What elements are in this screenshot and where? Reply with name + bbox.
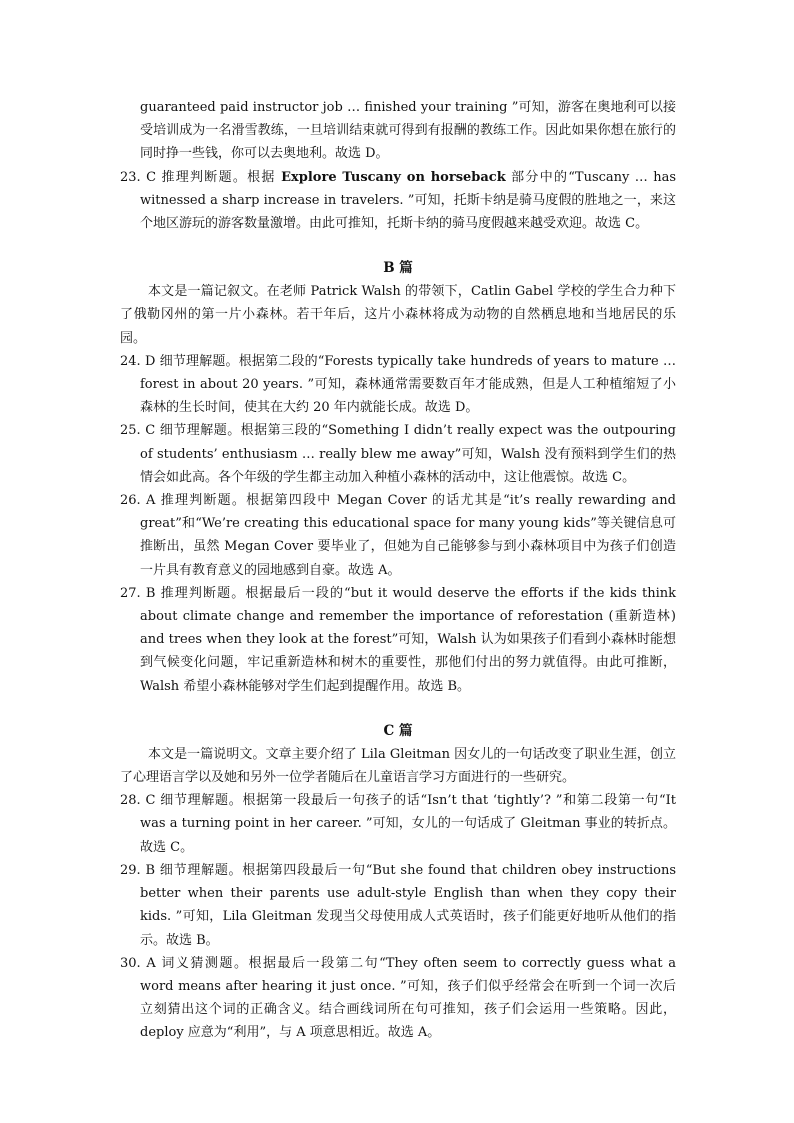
section-b-intro: 本文是一篇记叙文。在老师 Patrick Walsh 的带领下，Catlin Gabel 学校的学生合力种下了俄勒冈州的第一片小森林。若干年后，这片小森林将成为动物的自然栖息地和当地居民的乐园。 bbox=[120, 284, 676, 346]
answer-30: 30. A 词义猜测题。根据最后一段第二句“They often seem to correctly guess what a word means after hearing it just once. ”可知，孩子们似乎经常会在听到一个词一次后立刻猜出这个词的正确含义。结合画线词所在句可推知，孩子们会运用一些策略。因此，deploy 应意为“利用”，与 A 项意思相近。故选 A。 bbox=[120, 955, 676, 1041]
section-b-title: B 篇 bbox=[383, 260, 413, 277]
answer-27: 27. B 推理判断题。根据最后一段的“but it would deserve the efforts if the kids think about climate change and remember the importance of reforestation (重新造林) and trees when they look at the forest”可知，Walsh 认为如果孩子们看到小森林时能想到气候变化问题，牢记重新造林和树木的重要性，那他们付出的努力就值得。由此可推断，Walsh 希望小森林能够对学生们起到提醒作用。故选 B。 bbox=[120, 585, 676, 694]
answer-23-rest: 部分中的“Tuscany … has witnessed a sharp increase in travelers. ”可知，托斯卡纳是骑马度假的胜地之一，来这个地区游玩的游客数量激增。由此可推知，托斯卡纳的骑马度假越来越受欢迎。故选 C。 bbox=[140, 169, 676, 232]
answer-23 bbox=[120, 166, 676, 236]
answer-25: 25. C 细节理解题。根据第三段的“Something I didn’t really expect was the outpouring of students’ enthusiasm … really blew me away”可知，Walsh 没有预料到学生们的热情会如此高。各个年级的学生都主动加入种植小森林的活动中，这让他震惊。故选 C。 bbox=[120, 423, 676, 485]
answer-explanation-page bbox=[120, 96, 676, 1045]
answer-24: 24. D 细节理解题。根据第二段的“Forests typically take hundreds of years to mature … forest in about 20 years. ”可知，森林通常需要数百年才能成熟，但是人工种植缩短了小森林的生长时间，使其在大约 20 年内就能长成。故选 D。 bbox=[120, 353, 676, 416]
section-c-intro: 本文是一篇说明文。文章主要介绍了 Lila Gleitman 因女儿的一句话改变了职业生涯，创立了心理语言学以及她和另外一位学者随后在儿童语言学习方面进行的一些研究。 bbox=[120, 746, 676, 786]
section-c-title: C 篇 bbox=[383, 722, 413, 739]
continuation-paragraph: guaranteed paid instructor job … finished your training ”可知，游客在奥地利可以接受培训成为一名滑雪教练，一旦培训结束就可得到有报酬的教练工作。因此如果你想在旅行的同时挣一些钱，你可以去奥地利。故选 D。 bbox=[140, 100, 676, 162]
answer-28: 28. C 细节理解题。根据第一段最后一句孩子的话“Isn’t that ‘tightly’? ”和第二段第一句“It was a turning point in her career. ”可知，女儿的一句话成了 Gleitman 事业的转折点。故选 C。 bbox=[120, 793, 676, 855]
answer-23-lead: 23. C 推理判断题。根据 bbox=[120, 169, 282, 185]
answer-29: 29. B 细节理解题。根据第四段最后一句“But she found that children obey instructions better when their parents use adult-style English than when they copy their kids. ”可知，Lila Gleitman 发现当父母使用成人式英语时，孩子们能更好地听从他们的指示。故选 B。 bbox=[120, 862, 676, 948]
answer-23-bold-heading: Explore Tuscany on horseback bbox=[281, 169, 506, 185]
answer-26: 26. A 推理判断题。根据第四段中 Megan Cover 的话尤其是“it’s really rewarding and great”和“We’re creating this educational space for many young kids”等关键信息可推断出，虽然 Megan Cover 要毕业了，但她为自己能够参与到小森林项目中为孩子们创造一片具有教育意义的园地感到自豪。故选 A。 bbox=[120, 493, 676, 578]
